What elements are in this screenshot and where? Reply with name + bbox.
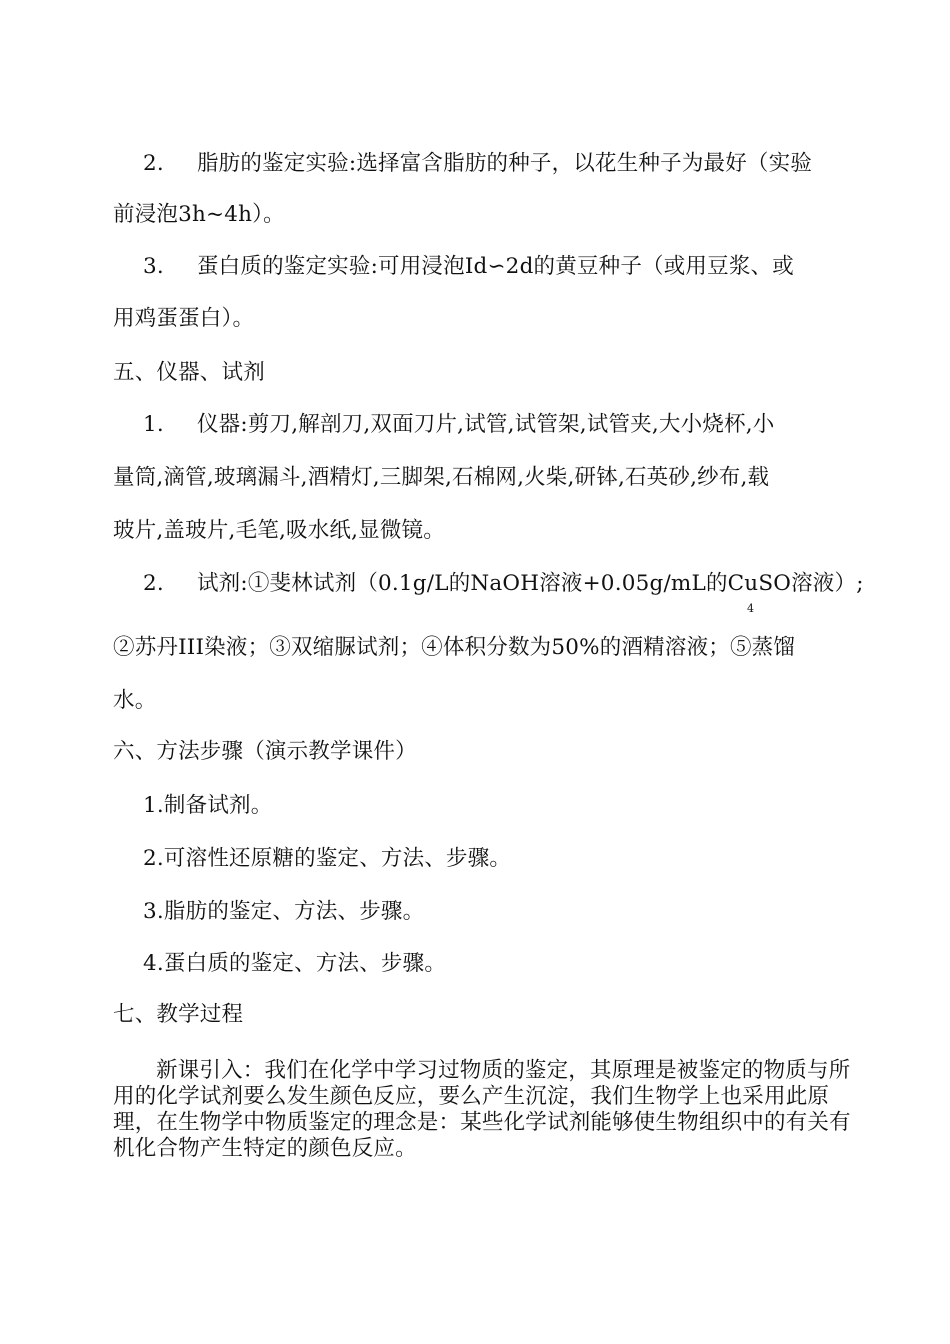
reagents-continuation-2: 水。 — [113, 688, 157, 713]
method-step-4: 4.蛋白质的鉴定、方法、步骤。 — [143, 951, 447, 976]
instruments-continuation-1: 量筒,滴管,玻璃漏斗,酒精灯,三脚架,石棉网,火柴,研钵,石英砂,纱布,载 — [113, 465, 770, 490]
instruments-continuation-2: 玻片,盖玻片,毛笔,吸水纸,显微镜。 — [113, 518, 445, 543]
reagents-continuation-1: ②苏丹III染液；③双缩脲试剂；④体积分数为50%的酒精溶液；⑤蒸馏 — [113, 635, 796, 660]
protein-test-text: 蛋白质的鉴定实验:可用浸泡Id∽2d的黄豆种子（或用豆浆、或 — [196, 254, 794, 279]
protein-test-continuation: 用鸡蛋蛋白）。 — [113, 306, 255, 331]
intro-paragraph: 新课引入：我们在化学中学习过物质的鉴定，其原理是被鉴定的物质与所用的化学试剂要么发生颜色反应，要么产生沉淀，我们生物学上也采用此原理，在生物学中物质鉴定的理念是：某些化学试剂能够使生物组织中的有关有机化合物产生特定的颜色反应。 — [113, 1058, 851, 1161]
item-number: 2. — [143, 571, 164, 596]
subscript-4: 4 — [747, 602, 754, 615]
method-step-2: 2.可溶性还原糖的鉴定、方法、步骤。 — [143, 846, 512, 871]
section-heading-methods: 六、方法步骤（演示教学课件） — [113, 739, 417, 764]
method-step-1: 1.制备试剂。 — [143, 793, 273, 818]
instruments-line — [143, 414, 774, 436]
fat-test-continuation: 前浸泡3h~4h）。 — [113, 202, 285, 227]
item-number: 2. — [143, 151, 164, 176]
method-step-3: 3.脂肪的鉴定、方法、步骤。 — [143, 899, 425, 924]
protein-test-line — [143, 256, 794, 278]
section-heading-instruments: 五、仪器、试剂 — [113, 360, 265, 385]
item-number: 1. — [143, 412, 164, 437]
reagents-line — [143, 573, 864, 595]
fat-test-text: 脂肪的鉴定实验:选择富含脂肪的种子，以花生种子为最好（实验 — [196, 151, 813, 176]
fat-test-line — [143, 153, 812, 175]
section-heading-teaching: 七、教学过程 — [113, 1002, 244, 1027]
reagents-text: 试剂:①斐林试剂（0.1g/L的NaOH溶液+0.05g/mL的CuSO溶液）; — [196, 571, 864, 596]
item-number: 3. — [143, 254, 164, 279]
instruments-text: 仪器:剪刀,解剖刀,双面刀片,试管,试管架,试管夹,大小烧杯,小 — [196, 412, 775, 437]
